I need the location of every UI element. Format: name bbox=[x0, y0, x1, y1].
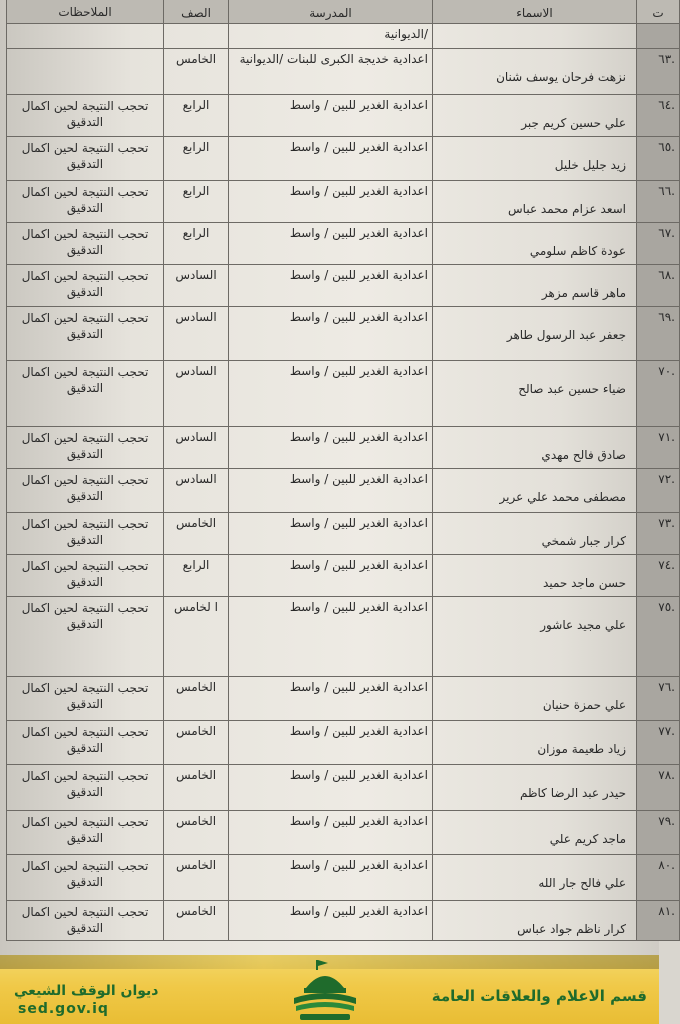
table-row bbox=[7, 811, 680, 855]
row-number: .٧٨ bbox=[637, 765, 680, 811]
school-name: اعدادية الغدير للبين / واسط bbox=[229, 95, 433, 137]
student-name bbox=[433, 555, 637, 597]
table-row bbox=[7, 307, 680, 361]
student-name-text: صادق فالح مهدي bbox=[541, 448, 626, 462]
student-name-text: حسن ماجد حميد bbox=[543, 576, 626, 590]
footer-department: قسم الاعلام والعلاقات العامة bbox=[431, 987, 647, 1005]
school-name: اعدادية الغدير للبين / واسط bbox=[229, 265, 433, 307]
row-number: .٧٧ bbox=[637, 721, 680, 765]
student-name-text: اسعد عزام محمد عباس bbox=[508, 202, 626, 216]
row-number: .٦٦ bbox=[637, 181, 680, 223]
grade-level: الرابع bbox=[164, 555, 229, 597]
row-number: .٧٠ bbox=[637, 361, 680, 427]
notes-cell: تحجب النتيجة لحين اكمال التدقيق bbox=[7, 677, 164, 721]
notes-cell: تحجب النتيجة لحين اكمال التدقيق bbox=[7, 427, 164, 469]
student-name-text: علي فالح جار الله bbox=[538, 876, 626, 890]
row-number: .٧٣ bbox=[637, 513, 680, 555]
student-name-text: علي مجيد عاشور bbox=[540, 618, 626, 632]
student-name bbox=[433, 721, 637, 765]
notes-cell: تحجب النتيجة لحين اكمال التدقيق bbox=[7, 265, 164, 307]
student-name-text: مصطفى محمد علي عرير bbox=[499, 490, 626, 504]
grade-level: الرابع bbox=[164, 223, 229, 265]
school-name: اعدادية الغدير للبين / واسط bbox=[229, 307, 433, 361]
table-row bbox=[7, 901, 680, 941]
row-number: .٧٩ bbox=[637, 811, 680, 855]
student-name-text: ماهر قاسم مزهر bbox=[541, 286, 626, 300]
student-name bbox=[433, 513, 637, 555]
school-name: اعدادية الغدير للبين / واسط bbox=[229, 677, 433, 721]
grade-level: الرابع bbox=[164, 181, 229, 223]
table-row bbox=[7, 597, 680, 677]
student-name bbox=[433, 855, 637, 901]
table-row bbox=[7, 721, 680, 765]
student-name-text: زياد طعيمة موزان bbox=[537, 742, 626, 756]
notes-cell: تحجب النتيجة لحين اكمال التدقيق bbox=[7, 181, 164, 223]
school-name: اعدادية الغدير للبين / واسط bbox=[229, 513, 433, 555]
student-name-text: علي حمزة حنيان bbox=[542, 698, 626, 712]
school-name: اعدادية الغدير للبين / واسط bbox=[229, 855, 433, 901]
grade-level: السادس bbox=[164, 427, 229, 469]
table-header-row bbox=[7, 0, 680, 24]
table-row bbox=[7, 427, 680, 469]
school-name: اعدادية الغدير للبين / واسط bbox=[229, 427, 433, 469]
grade-level: الخامس bbox=[164, 901, 229, 941]
student-name bbox=[433, 597, 637, 677]
row-number: .٦٩ bbox=[637, 307, 680, 361]
continuation-school: /الديوانية bbox=[229, 24, 433, 49]
table-row bbox=[7, 49, 680, 95]
grade-level: الخامس bbox=[164, 855, 229, 901]
school-name: اعدادية الغدير للبين / واسط bbox=[229, 555, 433, 597]
student-name-text: ماجد كريم علي bbox=[549, 832, 626, 846]
notes-cell: تحجب النتيجة لحين اكمال التدقيق bbox=[7, 223, 164, 265]
table-row bbox=[7, 513, 680, 555]
row-number: .٨١ bbox=[637, 901, 680, 941]
student-name bbox=[433, 49, 637, 95]
grade-level: الرابع bbox=[164, 137, 229, 181]
notes-cell: تحجب النتيجة لحين اكمال التدقيق bbox=[7, 469, 164, 513]
student-name-text: كرار جبار شمخي bbox=[541, 534, 626, 548]
row-number: .٧١ bbox=[637, 427, 680, 469]
table-row bbox=[7, 265, 680, 307]
notes-cell bbox=[7, 49, 164, 95]
grade-level: السادس bbox=[164, 307, 229, 361]
row-number: .٦٧ bbox=[637, 223, 680, 265]
results-table bbox=[6, 0, 680, 941]
student-name-text: زيد جليل خليل bbox=[554, 158, 626, 172]
school-name: اعدادية الغدير للبين / واسط bbox=[229, 901, 433, 941]
row-number: .٦٣ bbox=[637, 49, 680, 95]
school-name: اعدادية الغدير للبين / واسط bbox=[229, 181, 433, 223]
notes-cell: تحجب النتيجة لحين اكمال التدقيق bbox=[7, 765, 164, 811]
table-row bbox=[7, 137, 680, 181]
shrine-logo-icon bbox=[286, 958, 364, 1022]
student-name bbox=[433, 137, 637, 181]
row-number: .٧٥ bbox=[637, 597, 680, 677]
table-row bbox=[7, 95, 680, 137]
grade-level: الخامس bbox=[164, 811, 229, 855]
grade-level: الخامس bbox=[164, 677, 229, 721]
student-name bbox=[433, 901, 637, 941]
notes-cell: تحجب النتيجة لحين اكمال التدقيق bbox=[7, 95, 164, 137]
header-school: المدرسة bbox=[229, 0, 433, 24]
footer-url: sed.gov.iq bbox=[18, 1001, 109, 1017]
student-name-text: كرار ناظم جواد عباس bbox=[517, 922, 626, 936]
school-name: اعدادية الغدير للبين / واسط bbox=[229, 137, 433, 181]
notes-cell: تحجب النتيجة لحين اكمال التدقيق bbox=[7, 721, 164, 765]
student-name-text: نزهت فرحان يوسف شنان bbox=[496, 70, 626, 84]
header-notes: الملاحظات bbox=[7, 0, 164, 24]
grade-level: ا لخامس bbox=[164, 597, 229, 677]
student-name-text: علي حسين كريم جبر bbox=[521, 116, 626, 130]
student-name-text: جعفر عبد الرسول طاهر bbox=[506, 328, 626, 342]
grade-level: الخامس bbox=[164, 49, 229, 95]
student-name bbox=[433, 265, 637, 307]
student-name bbox=[433, 361, 637, 427]
row-number: .٨٠ bbox=[637, 855, 680, 901]
footer-org-name: ديوان الوقف الشيعي bbox=[14, 983, 159, 999]
continuation-row bbox=[7, 24, 680, 49]
student-name-text: عودة كاظم سلومي bbox=[529, 244, 626, 258]
school-name: اعدادية الغدير للبين / واسط bbox=[229, 811, 433, 855]
grade-level: السادس bbox=[164, 469, 229, 513]
student-name bbox=[433, 427, 637, 469]
row-number: .٧٢ bbox=[637, 469, 680, 513]
school-name: اعدادية الغدير للبين / واسط bbox=[229, 469, 433, 513]
student-name-text: ضياء حسين عبد صالح bbox=[518, 382, 626, 396]
notes-cell: تحجب النتيجة لحين اكمال التدقيق bbox=[7, 307, 164, 361]
row-number: .٧٦ bbox=[637, 677, 680, 721]
grade-level: الخامس bbox=[164, 513, 229, 555]
notes-cell: تحجب النتيجة لحين اكمال التدقيق bbox=[7, 855, 164, 901]
student-name bbox=[433, 307, 637, 361]
school-name: اعدادية الغدير للبين / واسط bbox=[229, 361, 433, 427]
header-grade: الصف bbox=[164, 0, 229, 24]
grade-level: الخامس bbox=[164, 765, 229, 811]
table-row bbox=[7, 555, 680, 597]
student-name bbox=[433, 95, 637, 137]
header-name: الاسماء bbox=[433, 0, 637, 24]
student-name bbox=[433, 677, 637, 721]
notes-cell: تحجب النتيجة لحين اكمال التدقيق bbox=[7, 361, 164, 427]
table-row bbox=[7, 855, 680, 901]
school-name: اعدادية خديجة الكبرى للبنات /الديوانية bbox=[229, 49, 433, 95]
grade-level: الخامس bbox=[164, 721, 229, 765]
student-name bbox=[433, 765, 637, 811]
table-row bbox=[7, 677, 680, 721]
school-name: اعدادية الغدير للبين / واسط bbox=[229, 597, 433, 677]
school-name: اعدادية الغدير للبين / واسط bbox=[229, 721, 433, 765]
notes-cell: تحجب النتيجة لحين اكمال التدقيق bbox=[7, 901, 164, 941]
notes-cell: تحجب النتيجة لحين اكمال التدقيق bbox=[7, 597, 164, 677]
grade-level: السادس bbox=[164, 361, 229, 427]
notes-cell: تحجب النتيجة لحين اكمال التدقيق bbox=[7, 811, 164, 855]
row-number: .٦٥ bbox=[637, 137, 680, 181]
grade-level: السادس bbox=[164, 265, 229, 307]
row-number: .٧٤ bbox=[637, 555, 680, 597]
header-num: ت bbox=[637, 0, 680, 24]
notes-cell: تحجب النتيجة لحين اكمال التدقيق bbox=[7, 513, 164, 555]
row-number: .٦٤ bbox=[637, 95, 680, 137]
student-name bbox=[433, 469, 637, 513]
notes-cell: تحجب النتيجة لحين اكمال التدقيق bbox=[7, 137, 164, 181]
school-name: اعدادية الغدير للبين / واسط bbox=[229, 223, 433, 265]
student-name bbox=[433, 181, 637, 223]
table-row bbox=[7, 181, 680, 223]
row-number: .٦٨ bbox=[637, 265, 680, 307]
grade-level: الرابع bbox=[164, 95, 229, 137]
table-row bbox=[7, 469, 680, 513]
table-row bbox=[7, 361, 680, 427]
table-row bbox=[7, 223, 680, 265]
student-name bbox=[433, 811, 637, 855]
table-row bbox=[7, 765, 680, 811]
student-name-text: حيدر عبد الرضا كاظم bbox=[519, 786, 626, 800]
school-name: اعدادية الغدير للبين / واسط bbox=[229, 765, 433, 811]
notes-cell: تحجب النتيجة لحين اكمال التدقيق bbox=[7, 555, 164, 597]
student-name bbox=[433, 223, 637, 265]
